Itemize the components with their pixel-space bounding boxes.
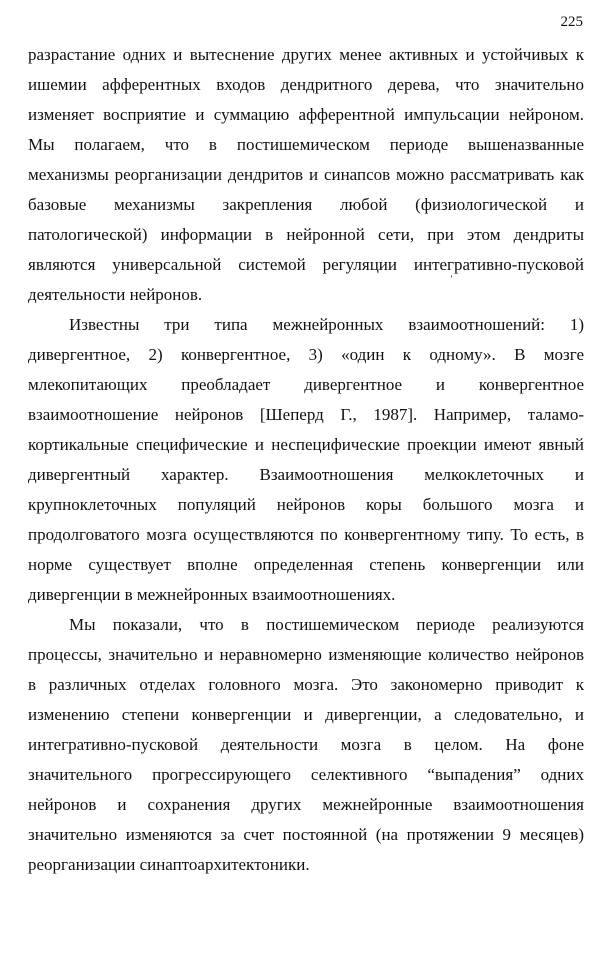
text-line: процессы, значительно и неравномерно изменяющие количество нейронов xyxy=(28,645,584,664)
text-line: млекопитающих преобладает дивергентное и конвергентное xyxy=(28,375,584,394)
text-line: реорганизации синаптоархитектоники. xyxy=(28,855,310,874)
text-line: изменению степени конвергенции и дивергенции, а следовательно, и xyxy=(28,705,584,724)
text-line: крупноклеточных популяций нейронов коры большого мозга и xyxy=(28,495,584,514)
text-line: изменяет восприятие и суммацию афферентной импульсации нейроном. xyxy=(28,105,584,124)
paragraph-2 xyxy=(28,310,584,610)
text-line: Мы полагаем, что в постишемическом периоде вышеназванные xyxy=(28,135,584,154)
text-line: Известны три типа межнейронных взаимоотношений: 1) xyxy=(69,315,584,334)
text-line: ишемии афферентных входов дендритного дерева, что значительно xyxy=(28,75,584,94)
text-line: значительно изменяются за счет постоянной (на протяжении 9 месяцев) xyxy=(28,825,584,844)
text-line: норме существует вполне определенная степень конвергенции или xyxy=(28,555,584,574)
text-line: деятельности нейронов. xyxy=(28,285,203,304)
text-line: дивергентное, 2) конвергентное, 3) «один к одному». В мозге xyxy=(28,345,584,364)
paragraph-3 xyxy=(28,610,584,880)
text-line: механизмы реорганизации дендритов и синапсов можно рассматривать как xyxy=(28,165,584,184)
text-line: разрастание одних и вытеснение других менее активных и устойчивых к xyxy=(28,45,584,64)
text-line: в различных отделах головного мозга. Это закономерно приводит к xyxy=(28,675,584,694)
text-line: дивергентный характер. Взаимоотношения мелкоклеточных и xyxy=(28,465,584,484)
text-line: являются универсальной системой регуляции интегративно-пусковой xyxy=(28,255,584,274)
text-line: патологической) информации в нейронной сети, при этом дендриты xyxy=(28,225,584,244)
text-line: интегративно-пусковой деятельности мозга в целом. На фоне xyxy=(28,735,584,754)
text-line: нейронов и сохранения других межнейронные взаимоотношения xyxy=(28,795,584,814)
text-line: значительного прогрессирующего селективного “выпадения” одних xyxy=(28,765,584,784)
text-line: кортикальные специфические и неспецифические проекции имеют явный xyxy=(28,435,584,454)
pen-mark-tick: ˈ xyxy=(449,274,454,289)
page-number: 225 xyxy=(560,14,583,30)
text-line: Мы показали, что в постишемическом периоде реализуются xyxy=(69,615,584,634)
paragraph-1 xyxy=(28,40,584,310)
text-line: взаимоотношение нейронов [Шеперд Г., 1987]. Например, таламо- xyxy=(28,405,584,424)
text-line: продолговатого мозга осуществляются по конвергентному типу. То есть, в xyxy=(28,525,584,544)
text-line: дивергенции в межнейронных взаимоотношениях. xyxy=(28,585,396,604)
body-text xyxy=(28,40,584,880)
text-line: базовые механизмы закрепления любой (физиологической и xyxy=(28,195,584,214)
